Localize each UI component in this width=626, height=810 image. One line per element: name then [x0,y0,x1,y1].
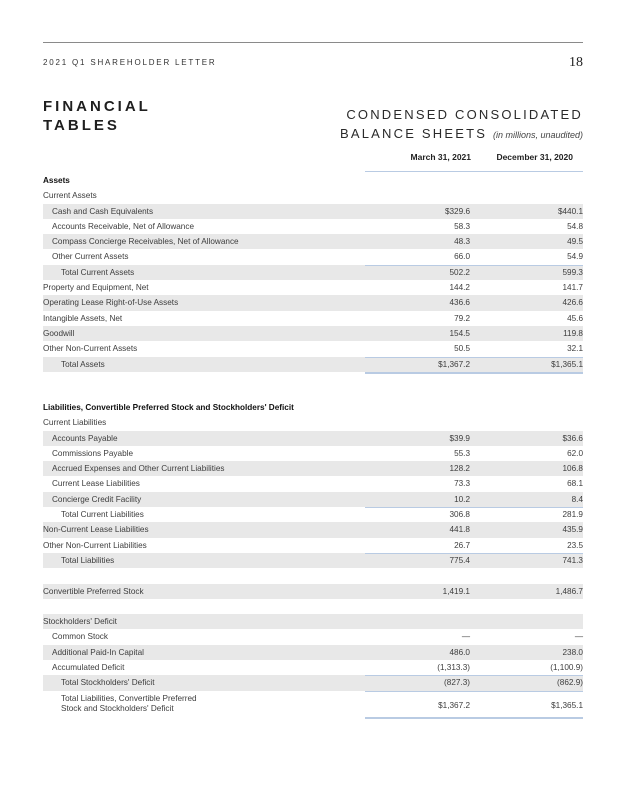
row-label: Accounts Payable [52,433,118,443]
text: Liabilities, Convertible Preferred Stock and Stockholders' Deficit [43,403,294,412]
value-december-2020: 62.0 [567,448,583,458]
value-march-2021: 502.2 [449,267,470,277]
row-label: Operating Lease Right-of-Use Assets [43,298,179,308]
row-label: Total Liabilities [61,555,115,565]
text: Stockholders' Deficit [43,617,117,627]
value-march-2021: 66.0 [454,252,470,262]
value-march-2021: 55.3 [454,448,470,458]
row-label: Accrued Expenses and Other Current Liabilities [52,464,225,474]
value-march-2021: 441.8 [449,525,470,535]
total-liabilities-row [43,553,583,568]
table-row [43,204,583,219]
value-december-2020: 435.9 [562,525,583,535]
value-march-2021: $1,367.2 [438,700,470,710]
total-assets-row [43,357,583,372]
value-december-2020: 32.1 [567,344,583,354]
value-december-2020: — [574,632,583,642]
row-label: Other Non-Current Assets [43,344,138,354]
total-row [43,265,583,280]
text: Total Liabilities, Convertible Preferred [61,693,197,703]
value-march-2021: 58.3 [454,221,470,231]
value-march-2021: 144.2 [449,283,470,293]
liabilities-table [43,400,583,717]
value-march-2021: 50.5 [454,344,470,354]
value-march-2021: $39.9 [449,433,470,443]
value-december-2020: 68.1 [567,479,583,489]
row-label: Common Stock [52,632,108,642]
value-december-2020: 106.8 [562,464,583,474]
assets-heading [43,173,583,188]
value-march-2021: 79.2 [454,313,470,323]
row-label: Compass Concierge Receivables, Net of Allowance [52,237,239,247]
value-march-2021: $329.6 [444,206,470,216]
convertible-preferred-row [43,584,583,599]
row-label: Accounts Receivable, Net of Allowance [52,221,194,231]
table-row [43,538,583,553]
value-december-2020: 119.8 [563,328,583,338]
value-december-2020: 426.6 [562,298,583,308]
current-liabilities-subheading [43,415,583,430]
table-row [43,660,583,675]
total-row [43,507,583,522]
value-march-2021: 48.3 [454,237,470,247]
sheet-title-line1: CONDENSED CONSOLIDATED [346,107,583,122]
row-label: Non-Current Lease Liabilities [43,525,149,535]
row-label: Additional Paid-In Capital [52,647,144,657]
sheet-title-line2: BALANCE SHEETS [340,126,488,141]
text: Assets [43,176,70,185]
row-label: Cash and Cash Equivalents [52,206,154,216]
grand-total-row [43,691,583,717]
value-march-2021: 10.2 [454,494,470,504]
table-row [43,461,583,476]
value-december-2020: 54.8 [567,221,583,231]
text: Stock and Stockholders' Deficit [61,703,174,713]
row-label: Property and Equipment, Net [43,283,149,293]
letter-title: 2021 Q1 SHAREHOLDER LETTER [43,58,217,67]
table-row [43,326,583,341]
header-rule [43,42,583,43]
row-label: Total Current Liabilities [61,510,144,520]
row-label: Accumulated Deficit [52,663,125,673]
value-december-2020: 45.6 [567,313,583,323]
value-march-2021: 436.6 [449,298,470,308]
row-label: Other Current Assets [52,252,129,262]
value-december-2020: 238.0 [562,647,583,657]
value-december-2020: $440.1 [557,206,583,216]
value-december-2020: (1,100.9) [550,663,583,673]
table-row [43,280,583,295]
value-march-2021: $1,367.2 [438,359,470,369]
column-header-december-2020: December 31, 2020 [496,152,573,162]
row-label: Commissions Payable [52,448,133,458]
section-title-line2: TABLES [43,117,120,134]
value-march-2021: 306.8 [449,510,470,520]
value-december-2020: 23.5 [567,540,583,550]
table-row [43,645,583,660]
current-assets-subheading [43,188,583,203]
table-row [43,295,583,310]
sheet-subtitle: (in millions, unaudited) [492,130,583,140]
spacer [43,599,583,614]
sheet-title [340,105,583,145]
table-row [43,522,583,537]
row-label: Current Lease Liabilities [52,479,140,489]
page-number: 18 [569,55,583,70]
table-row [43,629,583,644]
value-march-2021: (1,313.3) [437,663,470,673]
text: Current Liabilities [43,418,107,428]
value-march-2021: 486.0 [449,647,470,657]
value-december-2020: 1,486.7 [555,586,583,596]
total-stockholders-deficit-row [43,675,583,690]
stockholders-deficit-heading [43,614,583,629]
value-december-2020: 49.5 [567,237,583,247]
value-december-2020: (862.9) [557,678,583,688]
row-label: Total Assets [61,359,105,369]
value-december-2020: $36.6 [562,433,583,443]
value-december-2020: $1,365.1 [551,700,583,710]
value-march-2021: (827.3) [444,678,470,688]
value-december-2020: 741.3 [562,555,583,565]
table-row [43,249,583,264]
value-march-2021: 775.4 [449,555,470,565]
table-row [43,219,583,234]
table-row [43,492,583,507]
table-row [43,431,583,446]
value-march-2021: 1,419.1 [442,586,470,596]
row-label: Convertible Preferred Stock [43,586,144,596]
value-december-2020: 8.4 [571,494,583,504]
section-title [43,97,151,135]
row-label: Total Stockholders' Deficit [61,678,155,688]
column-header-march-2021: March 31, 2021 [410,152,471,162]
table-row [43,311,583,326]
value-december-2020: 281.9 [562,510,583,520]
liabilities-heading [43,400,583,415]
section-title-line1: FINANCIAL [43,98,151,115]
row-label: Intangible Assets, Net [43,313,123,323]
spacer [43,568,583,583]
table-row [43,341,583,356]
value-december-2020: 141.7 [562,283,583,293]
text: Current Assets [43,191,97,201]
value-december-2020: 54.9 [567,252,583,262]
value-march-2021: 128.2 [449,464,470,474]
value-march-2021: 154.5 [449,328,470,338]
value-march-2021: — [461,632,470,642]
column-header-rule [365,171,583,172]
assets-table [43,173,583,372]
row-label: Total Current Assets [61,267,135,277]
table-row [43,234,583,249]
row-label: Goodwill [43,328,75,338]
value-december-2020: 599.3 [562,267,583,277]
table-row [43,476,583,491]
value-march-2021: 73.3 [454,479,470,489]
value-march-2021: 26.7 [454,540,470,550]
table-row [43,446,583,461]
value-december-2020: $1,365.1 [551,359,583,369]
row-label: Concierge Credit Facility [52,494,142,504]
row-label: Other Non-Current Liabilities [43,540,147,550]
